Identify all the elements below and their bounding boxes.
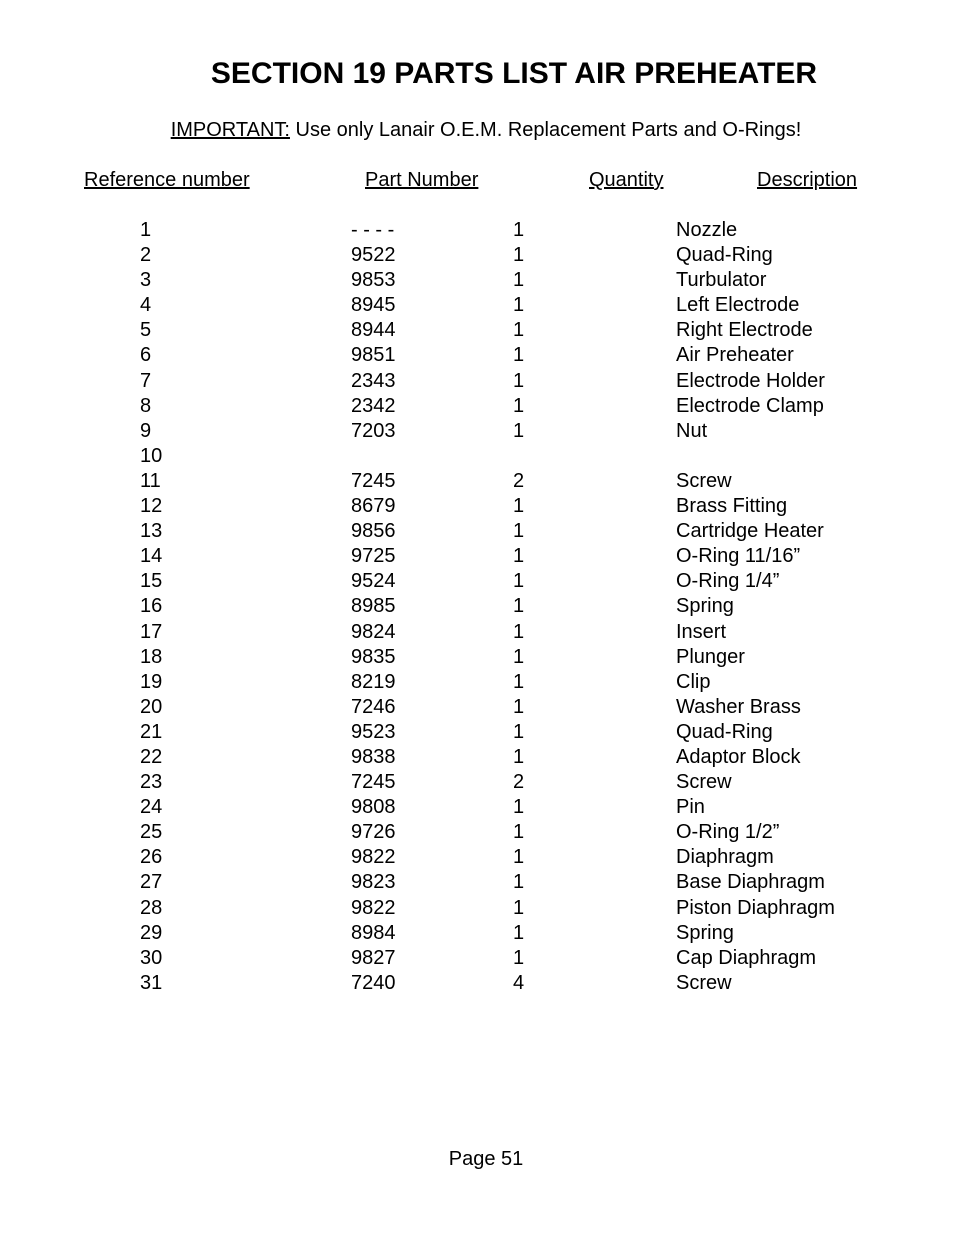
column-headers bbox=[0, 168, 954, 192]
header-description: Description bbox=[757, 169, 858, 191]
ref-cell: 18 bbox=[140, 645, 163, 668]
description-cell: Electrode Clamp bbox=[676, 394, 824, 417]
quantity-cell: 1 bbox=[513, 821, 525, 844]
description-cell: Nut bbox=[676, 419, 708, 442]
quantity-cell: 1 bbox=[513, 520, 525, 543]
table-row bbox=[0, 293, 954, 318]
quantity-cell: 4 bbox=[513, 971, 525, 994]
quantity-cell: 1 bbox=[513, 219, 525, 241]
table-row bbox=[0, 243, 954, 268]
description-cell: Right Electrode bbox=[676, 319, 813, 342]
table-row bbox=[0, 645, 954, 670]
ref-cell: 16 bbox=[140, 595, 163, 618]
description-cell: Spring bbox=[676, 921, 734, 944]
part-number-cell: 9522 bbox=[351, 244, 396, 267]
part-number-cell: 8944 bbox=[351, 319, 396, 342]
part-number-cell: 8219 bbox=[351, 670, 396, 693]
description-cell: Pin bbox=[676, 796, 705, 819]
quantity-cell: 1 bbox=[513, 946, 525, 969]
quantity-cell: 2 bbox=[513, 771, 525, 794]
quantity-cell: 1 bbox=[513, 269, 525, 292]
part-number-cell: 9853 bbox=[351, 269, 396, 292]
ref-cell: 20 bbox=[140, 695, 163, 718]
description-cell: Turbulator bbox=[676, 269, 767, 292]
table-row bbox=[0, 620, 954, 645]
quantity-cell: 2 bbox=[513, 469, 525, 492]
description-cell: Quad-Ring bbox=[676, 720, 773, 743]
table-row bbox=[0, 971, 954, 996]
part-number-cell: 9823 bbox=[351, 871, 396, 894]
table-row bbox=[0, 745, 954, 770]
header-reference-number: Reference number bbox=[84, 169, 250, 191]
ref-cell: 5 bbox=[140, 319, 152, 342]
table-row bbox=[0, 670, 954, 695]
quantity-cell: 1 bbox=[513, 645, 525, 668]
part-number-cell: 7240 bbox=[351, 971, 396, 994]
table-row bbox=[0, 695, 954, 720]
ref-cell: 6 bbox=[140, 344, 152, 367]
description-cell: Washer Brass bbox=[676, 695, 801, 718]
quantity-cell: 1 bbox=[513, 846, 525, 869]
quantity-cell: 1 bbox=[513, 244, 525, 267]
part-number-cell: 2342 bbox=[351, 394, 396, 417]
ref-cell: 21 bbox=[140, 720, 163, 743]
parts-table bbox=[0, 218, 954, 996]
part-number-cell: 7245 bbox=[351, 469, 396, 492]
ref-cell: 15 bbox=[140, 570, 163, 593]
ref-cell: 27 bbox=[140, 871, 163, 894]
quantity-cell: 1 bbox=[513, 495, 525, 518]
part-number-cell: 8945 bbox=[351, 294, 396, 317]
ref-cell: 1 bbox=[140, 219, 152, 241]
quantity-cell: 1 bbox=[513, 545, 525, 568]
quantity-cell: 1 bbox=[513, 720, 525, 743]
part-number-cell: 8984 bbox=[351, 921, 396, 944]
description-cell: Cap Diaphragm bbox=[676, 946, 817, 969]
part-number-cell: - - - - bbox=[351, 219, 395, 241]
table-row bbox=[0, 218, 954, 243]
part-number-cell: 9851 bbox=[351, 344, 396, 367]
ref-cell: 8 bbox=[140, 394, 152, 417]
ref-cell: 29 bbox=[140, 921, 163, 944]
description-cell: Spring bbox=[676, 595, 734, 618]
quantity-cell: 1 bbox=[513, 344, 525, 367]
table-row bbox=[0, 795, 954, 820]
description-cell: Left Electrode bbox=[676, 294, 800, 317]
ref-cell: 30 bbox=[140, 946, 163, 969]
quantity-cell: 1 bbox=[513, 896, 525, 919]
table-row bbox=[0, 870, 954, 895]
quantity-cell: 1 bbox=[513, 695, 525, 718]
part-number-cell: 9822 bbox=[351, 896, 396, 919]
page-title: SECTION 19 PARTS LIST AIR PREHEATER bbox=[210, 57, 818, 90]
table-row bbox=[0, 444, 954, 469]
ref-cell: 4 bbox=[140, 294, 152, 317]
part-number-cell: 9523 bbox=[351, 720, 396, 743]
description-cell: Quad-Ring bbox=[676, 244, 773, 267]
ref-cell: 12 bbox=[140, 495, 163, 518]
quantity-cell: 1 bbox=[513, 319, 525, 342]
part-number-cell: 7246 bbox=[351, 695, 396, 718]
description-cell: Insert bbox=[676, 620, 727, 643]
part-number-cell: 7203 bbox=[351, 419, 396, 442]
table-row bbox=[0, 845, 954, 870]
description-cell: Piston Diaphragm bbox=[676, 896, 835, 919]
ref-cell: 31 bbox=[140, 971, 163, 994]
ref-cell: 2 bbox=[140, 244, 152, 267]
part-number-cell: 9835 bbox=[351, 645, 396, 668]
description-cell: Cartridge Heater bbox=[676, 520, 824, 543]
quantity-cell: 1 bbox=[513, 670, 525, 693]
ref-cell: 13 bbox=[140, 520, 163, 543]
ref-cell: 19 bbox=[140, 670, 163, 693]
description-cell: Air Preheater bbox=[676, 344, 794, 367]
table-row bbox=[0, 770, 954, 795]
description-cell: Plunger bbox=[676, 645, 745, 668]
part-number-cell: 9856 bbox=[351, 520, 396, 543]
part-number-cell: 9827 bbox=[351, 946, 396, 969]
part-number-cell: 2343 bbox=[351, 369, 396, 392]
ref-cell: 7 bbox=[140, 369, 152, 392]
part-number-cell: 8679 bbox=[351, 495, 396, 518]
table-row bbox=[0, 820, 954, 845]
ref-cell: 17 bbox=[140, 620, 163, 643]
quantity-cell: 1 bbox=[513, 871, 525, 894]
quantity-cell: 1 bbox=[513, 921, 525, 944]
table-row bbox=[0, 594, 954, 619]
description-cell: O-Ring 1/4” bbox=[676, 570, 780, 593]
part-number-cell: 9524 bbox=[351, 570, 396, 593]
ref-cell: 25 bbox=[140, 821, 163, 844]
description-cell: Base Diaphragm bbox=[676, 871, 825, 894]
important-notice bbox=[0, 118, 954, 142]
description-cell: Electrode Holder bbox=[676, 369, 825, 392]
ref-cell: 23 bbox=[140, 771, 163, 794]
quantity-cell: 1 bbox=[513, 419, 525, 442]
description-cell: O-Ring 11/16” bbox=[676, 545, 801, 568]
description-cell: Brass Fitting bbox=[676, 495, 788, 518]
table-row bbox=[0, 569, 954, 594]
description-cell: O-Ring 1/2” bbox=[676, 821, 780, 844]
table-row bbox=[0, 720, 954, 745]
description-cell: Screw bbox=[676, 469, 732, 492]
part-number-cell: 9808 bbox=[351, 796, 396, 819]
ref-cell: 28 bbox=[140, 896, 163, 919]
ref-cell: 9 bbox=[140, 419, 152, 442]
table-row bbox=[0, 921, 954, 946]
ref-cell: 26 bbox=[140, 846, 163, 869]
table-row bbox=[0, 369, 954, 394]
description-cell: Diaphragm bbox=[676, 846, 774, 869]
quantity-cell: 1 bbox=[513, 796, 525, 819]
description-cell: Adaptor Block bbox=[676, 745, 801, 768]
part-number-cell: 9726 bbox=[351, 821, 396, 844]
part-number-cell: 9838 bbox=[351, 745, 396, 768]
quantity-cell: 1 bbox=[513, 394, 525, 417]
table-row bbox=[0, 946, 954, 971]
notice-text: Use only Lanair O.E.M. Replacement Parts and O-Rings! bbox=[289, 119, 802, 141]
quantity-cell: 1 bbox=[513, 620, 525, 643]
part-number-cell: 9725 bbox=[351, 545, 396, 568]
table-row bbox=[0, 419, 954, 444]
description-cell: Clip bbox=[676, 670, 711, 693]
quantity-cell: 1 bbox=[513, 369, 525, 392]
ref-cell: 10 bbox=[140, 444, 163, 467]
table-row bbox=[0, 318, 954, 343]
part-number-cell: 7245 bbox=[351, 771, 396, 794]
page-number: Page 51 bbox=[448, 1148, 524, 1170]
quantity-cell: 1 bbox=[513, 745, 525, 768]
header-part-number: Part Number bbox=[365, 169, 479, 191]
table-row bbox=[0, 268, 954, 293]
ref-cell: 24 bbox=[140, 796, 163, 819]
notice-label: IMPORTANT: bbox=[170, 119, 290, 141]
ref-cell: 11 bbox=[140, 469, 161, 492]
description-cell: Nozzle bbox=[676, 219, 738, 241]
table-row bbox=[0, 494, 954, 519]
part-number-cell: 9824 bbox=[351, 620, 396, 643]
quantity-cell: 1 bbox=[513, 570, 525, 593]
ref-cell: 3 bbox=[140, 269, 152, 292]
table-row bbox=[0, 469, 954, 494]
table-row bbox=[0, 544, 954, 569]
header-quantity: Quantity bbox=[589, 169, 664, 191]
description-cell: Screw bbox=[676, 971, 732, 994]
part-number-cell: 9822 bbox=[351, 846, 396, 869]
table-row bbox=[0, 519, 954, 544]
quantity-cell: 1 bbox=[513, 595, 525, 618]
ref-cell: 22 bbox=[140, 745, 163, 768]
description-cell: Screw bbox=[676, 771, 732, 794]
table-row bbox=[0, 896, 954, 921]
ref-cell: 14 bbox=[140, 545, 163, 568]
part-number-cell: 8985 bbox=[351, 595, 396, 618]
table-row bbox=[0, 343, 954, 368]
table-row bbox=[0, 394, 954, 419]
quantity-cell: 1 bbox=[513, 294, 525, 317]
